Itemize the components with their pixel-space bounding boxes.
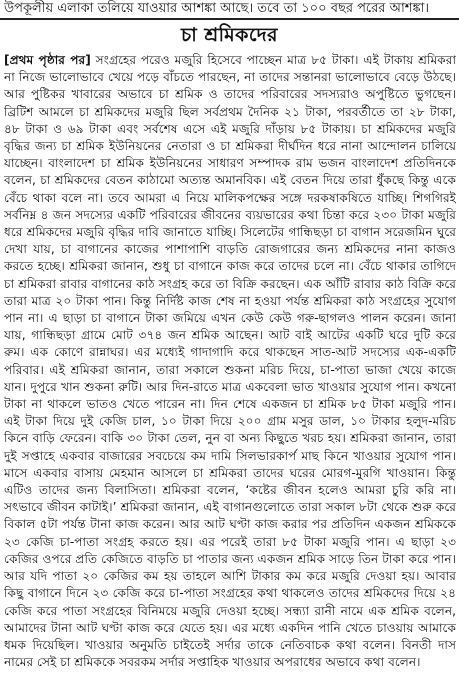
article-paragraph [4,52,456,671]
continuation-lead: [প্রথম পৃষ্ঠার পর] [4,53,91,67]
previous-article-clip [0,0,459,20]
previous-article-text: উপকূলীয় এলাকা তলিয়ে যাওয়ার আশঙ্কা আছে। তবে তা ১০০ বছর পরের আশঙ্কা। [4,1,429,16]
article-body [4,52,456,693]
column-divider [0,18,459,20]
article-text: সংগ্রহের পরেও মজুরি হিসেবে পাচ্ছেন মাত্র ৮৫ টাকা। এই টাকায় শ্রমিকরা না নিজে ভালোভাবে খেয়ে পড়ে বাঁচতে পারছেন, না তাদের সন্তানরা ভালোভাবে বেড়ে উঠছে। আর পুষ্টিকর খাবারের অভাবে চা শ্রমিক ও তাদের পরিবারের সদস্যরাও অপুষ্টিতে ভুগছেন। ব্রিটিশ আমলে চা শ্রমিকদের মজুরি ছিল সর্বপ্রথম দৈনিক ২১ টাকা, পরবর্তীতে তা ২৮ টাকা, ৪৮ টাকা ও ৬৯ টাকা এবং সর্বশেষ এসে এই মজুরি দাঁড়ায় ৮৫ টাকায়। চা শ্রমিকদের মজুরি বৃদ্ধির জন্য চা শ্রমিক ইউনিয়নের নেতারা ও চা শ্রমিকরা দীর্ঘদিন ধরে নানা আন্দোলন চালিয়ে যাচ্ছেন। বাংলাদেশ চা শ্রমিক ইউনিয়নের সাধারণ সম্পাদক রাম ভজন বাংলাদেশ প্রতিদিনকে বলেন, চা শ্রমিকদের বেতন কাঠামো অত্যন্ত অমানবিক। এই বেতন দিয়ে তারা ধুঁকছে কিন্তু একে বেঁচে থাকা বলে না। তবে আমরা এ নিয়ে মালিকপক্ষের সঙ্গে দরকষাকষিতে যাচ্ছি। শিগগিরই সর্বনিম্ন ৪ জন সদস্যের একটি পরিবারের জীবনের ব্যয়ভারের কথা চিন্তা করে ২৩০ টাকা মজুরি ধরে শ্রমিকদের মজুরি বৃদ্ধির দাবি জানাতে যাচ্ছি। সিলেটের গান্ধিছড়া চা বাগান সরেজমিন ঘুরে দেখা যায়, চা বাগানের কাজের পাশাপাশি বাড়তি রোজগারের জন্য শ্রমিকদের নানা কাজও করতে হচ্ছে। শ্রমিকরা জানান, শুধু চা বাগানে কাজ করে তাদের চলে না। বেঁচে থাকার তাগিদে চা শ্রমিকরা রাবার বাগানের কাঠ সংগ্রহ করে তা বিক্রি করছেন। এক আঁটি রাবার কাঠ বিক্রি করে তারা মাত্র ২০ টাকা পান। কিন্তু নির্দিষ্ট কাজ শেষ না হওয়া পর্যন্ত শ্রমিকরা কাঠ সংগ্রহের সুযোগ পান না। এ ছাড়া চা বাগানে টাকা জমিয়ে এখন কেউ কেউ গরু-ছাগলও পালন করেন। জানা যায়, গান্ধিছড়া গ্রামে মোট ৩৭৪ জন শ্রমিক আছেন। আট বাই আটের একটি ঘরে দুটি করে রুম। এক কোণে রান্নাঘর। এর মধ্যেই গাদাগাদি করে থাকছেন সাত-আট সদস্যের এক-একটি পরিবার। এই শ্রমিকরা জানান, তারা সকালে শুকনা মরিচ দিয়ে, চা-পাতা ভাজা খেয়ে কাজে যান। দুপুরে খান শুকনা রুটি। আর দিন-রাতে মাত্র একবেলা ভাত খাওয়ার সুযোগ পান। কখনো টাকা না থাকলে ভাতও খেতে পারেন না। দিন শেষে একজন চা শ্রমিক ৮৫ টাকা মজুরি পান। এই টাকা দিয়ে দুই কেজি চাল, ১০ টাকা দিয়ে ২০০ গ্রাম মসুর ডাল, ১০ টাকার হলুদ-মরিচ কিনে বাড়ি ফেরেন। বাকি ৩০ টাকা তেল, নুন বা অন্য কিছুতে খরচ হয়। শ্রমিকরা জানান, তারা দুই সপ্তাহে একবার বাজারের সবচেয়ে কম দামি সিলভারকার্প মাছ কিনে খাওয়ার সুযোগ পান। মাসে একবার বাসায় মেহমান আসলে চা শ্রমিকরা তাদের ঘরের মোরগ-মুরগি খাওয়ান। কিন্তু এটিও তাদের জন্য বিলাসিতা। শ্রমিকরা বলেন, ‘কষ্টের জীবন হলেও আমরা চুরি করি না। সৎভাবে জীবন কাটাই।’ শ্রমিকরা জানান, এই বাগানগুলোতে তারা সকাল ৮টা থেকে শুরু করে বিকাল ৫টা পর্যন্ত টানা কাজ করেন। আর আট ঘণ্টা কাজ করার পর প্রতিদিন একজন শ্রমিককে ২৩ কেজি চা-পাতা সংগ্রহ করতে হয়। এর পরেই তারা ৮৫ টাকা মজুরি পান। এ ছাড়া ২৩ কেজির ওপরে প্রতি কেজিতে বাড়তি চা পাতার জন্য একজন শ্রমিক সাড়ে তিন টাকা করে পান। আর যদি পাতা ২০ কেজির কম হয় তাহলে আশি টাকার কম করে মজুরি দেওয়া হয়। আবার কিছু বাগানে দিনে ২৩ কেজি করে চা-পাতা সংগ্রহের কথা থাকলেও তাদের শ্রমিকদের দিয়ে ২৪ কেজি করে পাতা সংগ্রহের বিনিময়ে মজুরি দেওয়া হচ্ছে। সন্ধ্যা রানী নামে এক শ্রমিক বলেন, আমাদের টানা আট ঘণ্টা কাজ করে যেতে হয়। এর মধ্যে একদিন পানি খেতে চাওয়ায় আমাকে ধমক দিয়েছিল। খাওয়ার অনুমতি চাইতেই সর্দার তাকে নেতিবাচক কথা বলেন। বিনতী দাস নামের সেই চা শ্রমিককে সবরকম সর্দার সপ্তাহিক খাওয়ার অপরাধের অভাবে কথা বলেন। [4,53,456,670]
article-headline: চা শ্রমিকদের [180,24,279,46]
